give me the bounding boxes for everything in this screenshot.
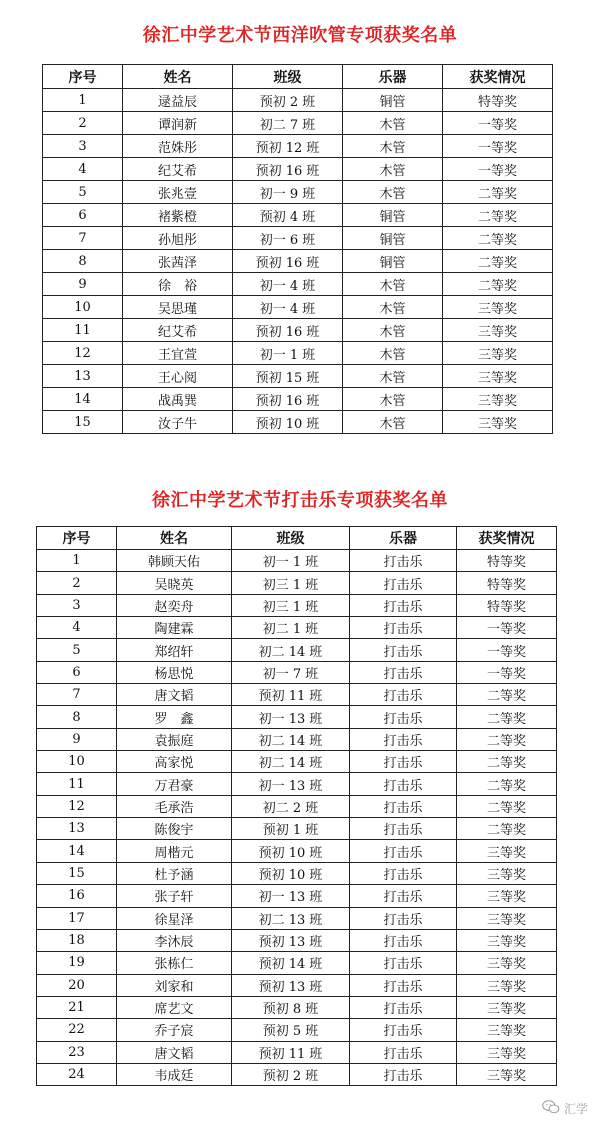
col-header-class: 班级: [233, 65, 343, 89]
col-header-award: 获奖情况: [457, 527, 557, 550]
cell-class: 预初 16 班: [233, 388, 343, 411]
cell-name: 袁振庭: [117, 728, 232, 750]
col-header-instrument: 乐器: [350, 527, 457, 550]
cell-name: 陈俊宇: [117, 818, 232, 840]
table-row: [37, 885, 557, 907]
cell-award: 特等奖: [457, 550, 557, 572]
cell-instrument: 木管: [343, 388, 443, 411]
cell-class: 预初 12 班: [233, 135, 343, 158]
table-row: [37, 617, 557, 639]
cell-number: 9: [43, 273, 123, 296]
cell-instrument: 打击乐: [350, 952, 457, 974]
cell-class: 预初 11 班: [232, 1041, 350, 1063]
cell-award: 二等奖: [457, 728, 557, 750]
cell-award: 三等奖: [457, 929, 557, 951]
cell-instrument: 打击乐: [350, 572, 457, 594]
cell-class: 预初 16 班: [233, 250, 343, 273]
table-row: [37, 773, 557, 795]
cell-award: 二等奖: [443, 204, 553, 227]
cell-name: 徐 裕: [123, 273, 233, 296]
table-row: [43, 250, 553, 273]
table-row: [37, 974, 557, 996]
cell-award: 二等奖: [443, 227, 553, 250]
wind-award-table: [42, 64, 553, 434]
cell-number: 6: [37, 661, 117, 683]
cell-award: 二等奖: [457, 795, 557, 817]
cell-number: 16: [37, 885, 117, 907]
cell-class: 预初 10 班: [233, 411, 343, 434]
cell-name: 李沐辰: [117, 929, 232, 951]
cell-number: 12: [43, 342, 123, 365]
col-header-instrument: 乐器: [343, 65, 443, 89]
table-row: [43, 319, 553, 342]
cell-instrument: 打击乐: [350, 773, 457, 795]
cell-award: 三等奖: [457, 885, 557, 907]
cell-class: 初一 1 班: [233, 342, 343, 365]
table-row: [37, 550, 557, 572]
cell-instrument: 打击乐: [350, 907, 457, 929]
cell-number: 11: [37, 773, 117, 795]
cell-instrument: 打击乐: [350, 728, 457, 750]
table-row: [37, 1041, 557, 1063]
cell-name: 张子轩: [117, 885, 232, 907]
cell-award: 特等奖: [457, 594, 557, 616]
cell-instrument: 打击乐: [350, 1041, 457, 1063]
cell-name: 周楷元: [117, 840, 232, 862]
wind-award-table-body: [43, 89, 553, 434]
cell-instrument: 打击乐: [350, 818, 457, 840]
cell-award: 三等奖: [443, 365, 553, 388]
cell-number: 23: [37, 1041, 117, 1063]
cell-class: 预初 15 班: [233, 365, 343, 388]
cell-instrument: 打击乐: [350, 639, 457, 661]
cell-name: 杨思悦: [117, 661, 232, 683]
cell-name: 高家悦: [117, 751, 232, 773]
cell-number: 8: [43, 250, 123, 273]
cell-number: 22: [37, 1019, 117, 1041]
cell-instrument: 打击乐: [350, 1019, 457, 1041]
table-row: [43, 365, 553, 388]
cell-number: 1: [37, 550, 117, 572]
cell-name: 唐文韬: [117, 1041, 232, 1063]
cell-instrument: 木管: [343, 112, 443, 135]
cell-name: 乔子宸: [117, 1019, 232, 1041]
cell-number: 7: [43, 227, 123, 250]
cell-instrument: 打击乐: [350, 795, 457, 817]
table-row: [43, 273, 553, 296]
cell-award: 一等奖: [457, 617, 557, 639]
cell-award: 二等奖: [457, 818, 557, 840]
cell-award: 二等奖: [457, 684, 557, 706]
col-header-class: 班级: [232, 527, 350, 550]
cell-instrument: 打击乐: [350, 885, 457, 907]
percussion-award-table: [36, 526, 557, 1086]
cell-award: 三等奖: [457, 1041, 557, 1063]
wind-award-list-title: 徐汇中学艺术节西洋吹管专项获奖名单: [142, 25, 458, 46]
cell-class: 初一 9 班: [233, 181, 343, 204]
cell-class: 预初 5 班: [232, 1019, 350, 1041]
cell-class: 初二 14 班: [232, 728, 350, 750]
cell-name: 毛承浩: [117, 795, 232, 817]
table-row: [37, 1019, 557, 1041]
col-header-number: 序号: [43, 65, 123, 89]
table-row: [37, 996, 557, 1018]
cell-class: 预初 1 班: [232, 818, 350, 840]
cell-class: 预初 13 班: [232, 974, 350, 996]
cell-number: 9: [37, 728, 117, 750]
cell-number: 15: [43, 411, 123, 434]
cell-name: 杜予涵: [117, 862, 232, 884]
cell-instrument: 铜管: [343, 89, 443, 112]
cell-award: 二等奖: [443, 250, 553, 273]
table-row: [43, 181, 553, 204]
cell-class: 初一 7 班: [232, 661, 350, 683]
cell-class: 初二 1 班: [232, 617, 350, 639]
table-row: [37, 572, 557, 594]
table-row: [43, 135, 553, 158]
cell-class: 预初 2 班: [233, 89, 343, 112]
cell-instrument: 打击乐: [350, 594, 457, 616]
cell-number: 13: [37, 818, 117, 840]
cell-name: 汝子牛: [123, 411, 233, 434]
cell-class: 预初 2 班: [232, 1063, 350, 1085]
cell-name: 吴晓英: [117, 572, 232, 594]
table-row: [43, 158, 553, 181]
cell-class: 预初 10 班: [232, 862, 350, 884]
cell-award: 三等奖: [443, 411, 553, 434]
cell-class: 预初 13 班: [232, 929, 350, 951]
cell-award: 特等奖: [443, 89, 553, 112]
wechat-icon: [542, 1099, 560, 1118]
table-row: [37, 594, 557, 616]
table-row: [43, 112, 553, 135]
cell-award: 三等奖: [457, 840, 557, 862]
cell-class: 预初 8 班: [232, 996, 350, 1018]
cell-award: 一等奖: [443, 158, 553, 181]
cell-name: 王宜萱: [123, 342, 233, 365]
cell-name: 万君豪: [117, 773, 232, 795]
cell-name: 褚紫橙: [123, 204, 233, 227]
cell-award: 三等奖: [443, 319, 553, 342]
cell-number: 3: [37, 594, 117, 616]
cell-number: 7: [37, 684, 117, 706]
cell-name: 王心阅: [123, 365, 233, 388]
cell-name: 韩顾天佑: [117, 550, 232, 572]
table-row: [37, 684, 557, 706]
cell-award: 二等奖: [457, 773, 557, 795]
cell-instrument: 铜管: [343, 227, 443, 250]
cell-number: 21: [37, 996, 117, 1018]
cell-award: 三等奖: [457, 996, 557, 1018]
cell-class: 预初 11 班: [232, 684, 350, 706]
cell-number: 10: [37, 751, 117, 773]
table-row: [37, 751, 557, 773]
table-row: [37, 706, 557, 728]
cell-instrument: 打击乐: [350, 617, 457, 639]
cell-award: 二等奖: [443, 273, 553, 296]
watermark-text: 汇学: [563, 1102, 588, 1116]
cell-award: 二等奖: [457, 706, 557, 728]
table-row: [37, 952, 557, 974]
cell-number: 14: [43, 388, 123, 411]
col-header-award: 获奖情况: [443, 65, 553, 89]
cell-number: 14: [37, 840, 117, 862]
cell-name: 战禹巽: [123, 388, 233, 411]
cell-number: 8: [37, 706, 117, 728]
cell-instrument: 木管: [343, 319, 443, 342]
percussion-award-list-title: 徐汇中学艺术节打击乐专项获奖名单: [152, 490, 448, 511]
table-row: [37, 929, 557, 951]
cell-number: 3: [43, 135, 123, 158]
cell-number: 13: [43, 365, 123, 388]
cell-class: 初一 4 班: [233, 273, 343, 296]
cell-name: 逯益辰: [123, 89, 233, 112]
cell-name: 吴思瑾: [123, 296, 233, 319]
cell-award: 三等奖: [443, 388, 553, 411]
cell-class: 初一 13 班: [232, 773, 350, 795]
cell-name: 张栋仁: [117, 952, 232, 974]
table-row: [37, 818, 557, 840]
cell-award: 三等奖: [443, 296, 553, 319]
cell-award: 三等奖: [457, 1063, 557, 1085]
cell-award: 三等奖: [457, 952, 557, 974]
cell-award: 一等奖: [443, 135, 553, 158]
cell-name: 韦成廷: [117, 1063, 232, 1085]
cell-class: 初二 14 班: [232, 751, 350, 773]
percussion-award-table-body: [37, 550, 557, 1086]
cell-instrument: 打击乐: [350, 862, 457, 884]
cell-name: 席艺文: [117, 996, 232, 1018]
cell-instrument: 木管: [343, 158, 443, 181]
table-row: [43, 296, 553, 319]
cell-name: 刘家和: [117, 974, 232, 996]
cell-name: 罗 鑫: [117, 706, 232, 728]
cell-instrument: 打击乐: [350, 840, 457, 862]
cell-instrument: 打击乐: [350, 996, 457, 1018]
cell-class: 初一 6 班: [233, 227, 343, 250]
cell-instrument: 木管: [343, 273, 443, 296]
cell-class: 初二 13 班: [232, 907, 350, 929]
cell-instrument: 木管: [343, 296, 443, 319]
cell-instrument: 铜管: [343, 204, 443, 227]
cell-instrument: 铜管: [343, 250, 443, 273]
cell-instrument: 打击乐: [350, 929, 457, 951]
cell-number: 11: [43, 319, 123, 342]
table-row: [43, 411, 553, 434]
cell-class: 初二 2 班: [232, 795, 350, 817]
cell-award: 特等奖: [457, 572, 557, 594]
cell-number: 24: [37, 1063, 117, 1085]
cell-award: 三等奖: [443, 342, 553, 365]
cell-instrument: 打击乐: [350, 751, 457, 773]
cell-number: 19: [37, 952, 117, 974]
watermark: [542, 1099, 588, 1118]
cell-class: 初三 1 班: [232, 572, 350, 594]
cell-number: 2: [43, 112, 123, 135]
cell-name: 纪艾希: [123, 158, 233, 181]
cell-class: 预初 14 班: [232, 952, 350, 974]
cell-class: 初一 13 班: [232, 885, 350, 907]
cell-instrument: 打击乐: [350, 1063, 457, 1085]
cell-award: 一等奖: [443, 112, 553, 135]
cell-number: 6: [43, 204, 123, 227]
table-row: [43, 342, 553, 365]
table-row: [37, 661, 557, 683]
cell-name: 陶建霖: [117, 617, 232, 639]
table-row: [37, 639, 557, 661]
cell-number: 2: [37, 572, 117, 594]
table-row: [37, 795, 557, 817]
wind-award-table-header: [43, 65, 553, 89]
table-row: [43, 89, 553, 112]
cell-class: 初三 1 班: [232, 594, 350, 616]
table-row: [37, 1063, 557, 1085]
cell-number: 1: [43, 89, 123, 112]
cell-award: 一等奖: [457, 661, 557, 683]
cell-class: 初一 13 班: [232, 706, 350, 728]
cell-number: 5: [43, 181, 123, 204]
cell-name: 唐文韬: [117, 684, 232, 706]
cell-number: 18: [37, 929, 117, 951]
cell-class: 预初 4 班: [233, 204, 343, 227]
cell-instrument: 木管: [343, 181, 443, 204]
cell-name: 范姝彤: [123, 135, 233, 158]
col-header-name: 姓名: [123, 65, 233, 89]
table-row: [43, 204, 553, 227]
cell-award: 二等奖: [457, 751, 557, 773]
cell-award: 三等奖: [457, 974, 557, 996]
cell-class: 预初 16 班: [233, 158, 343, 181]
cell-instrument: 木管: [343, 365, 443, 388]
cell-number: 20: [37, 974, 117, 996]
cell-instrument: 打击乐: [350, 684, 457, 706]
cell-instrument: 打击乐: [350, 661, 457, 683]
cell-award: 三等奖: [457, 862, 557, 884]
cell-number: 12: [37, 795, 117, 817]
table-row: [37, 907, 557, 929]
cell-award: 二等奖: [443, 181, 553, 204]
cell-class: 初一 1 班: [232, 550, 350, 572]
table-row: [43, 227, 553, 250]
cell-name: 张茜泽: [123, 250, 233, 273]
cell-name: 谭润新: [123, 112, 233, 135]
cell-name: 孙旭彤: [123, 227, 233, 250]
cell-instrument: 打击乐: [350, 706, 457, 728]
cell-name: 纪艾希: [123, 319, 233, 342]
cell-class: 初二 14 班: [232, 639, 350, 661]
table-row: [37, 840, 557, 862]
cell-instrument: 打击乐: [350, 974, 457, 996]
cell-number: 4: [37, 617, 117, 639]
cell-number: 4: [43, 158, 123, 181]
cell-number: 15: [37, 862, 117, 884]
cell-class: 预初 16 班: [233, 319, 343, 342]
cell-number: 10: [43, 296, 123, 319]
table-row: [37, 728, 557, 750]
cell-class: 初二 7 班: [233, 112, 343, 135]
cell-award: 三等奖: [457, 907, 557, 929]
cell-name: 张兆壹: [123, 181, 233, 204]
cell-class: 预初 10 班: [232, 840, 350, 862]
cell-name: 赵奕舟: [117, 594, 232, 616]
cell-class: 初一 4 班: [233, 296, 343, 319]
col-header-number: 序号: [37, 527, 117, 550]
cell-instrument: 木管: [343, 342, 443, 365]
table-row: [43, 388, 553, 411]
cell-number: 17: [37, 907, 117, 929]
cell-name: 郑绍轩: [117, 639, 232, 661]
cell-instrument: 木管: [343, 411, 443, 434]
cell-award: 一等奖: [457, 639, 557, 661]
cell-instrument: 打击乐: [350, 550, 457, 572]
table-row: [37, 862, 557, 884]
cell-award: 三等奖: [457, 1019, 557, 1041]
percussion-award-table-header: [37, 527, 557, 550]
col-header-name: 姓名: [117, 527, 232, 550]
cell-instrument: 木管: [343, 135, 443, 158]
cell-number: 5: [37, 639, 117, 661]
cell-name: 徐星泽: [117, 907, 232, 929]
